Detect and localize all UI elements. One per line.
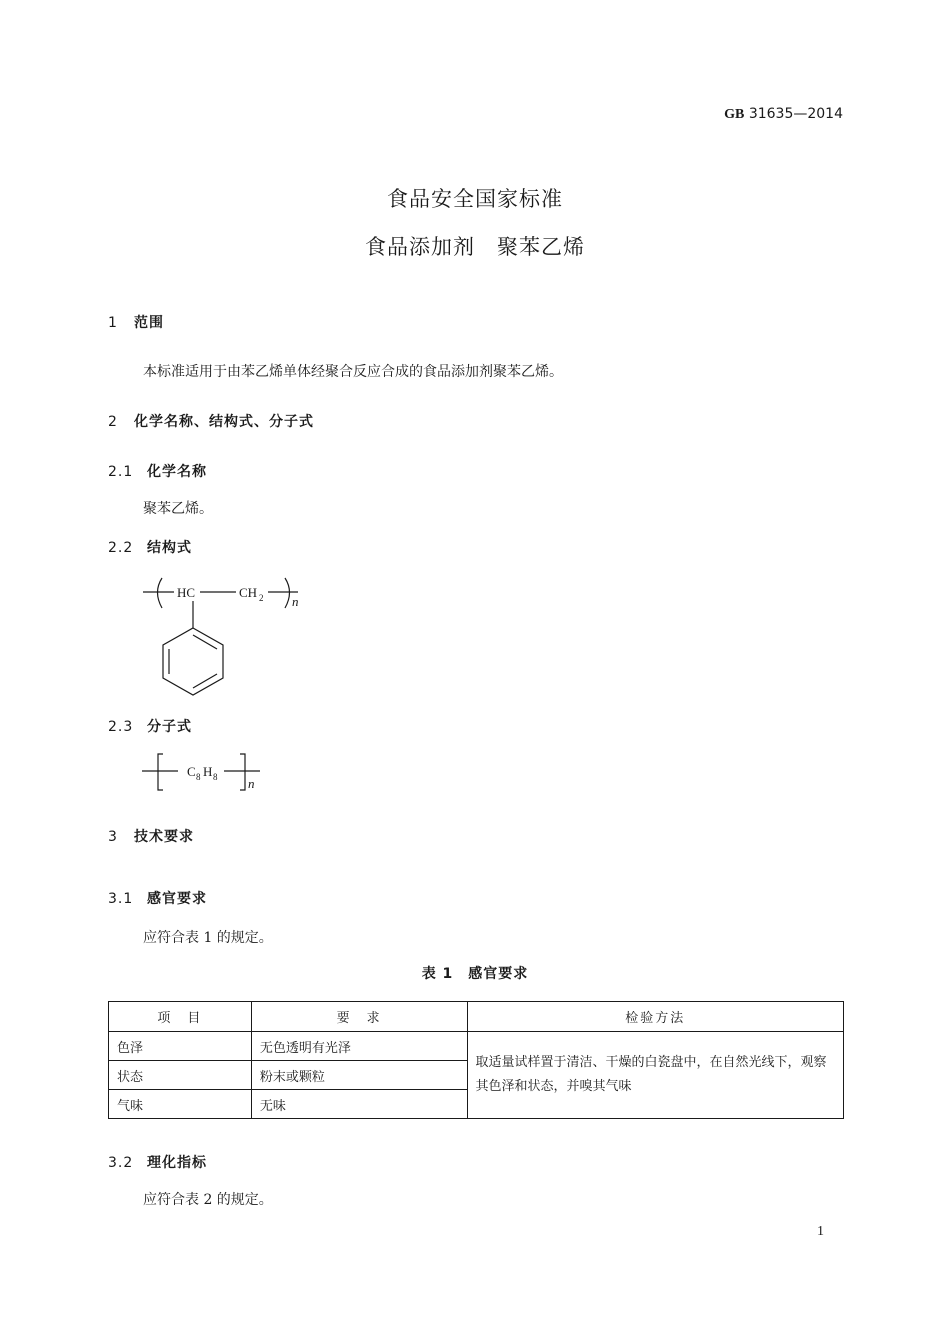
- right-bracket: [240, 754, 245, 790]
- carbon-label: C: [187, 764, 196, 779]
- table-1-caption: 表 1 感官要求: [421, 966, 529, 982]
- section-3-2-heading: [108, 1152, 207, 1172]
- section-title: 结构式: [147, 540, 192, 556]
- hydrogen-subscript: 8: [213, 772, 218, 782]
- benzene-ring: [163, 628, 223, 695]
- standard-code: [724, 106, 843, 123]
- section-2-heading: [108, 411, 314, 431]
- ch-subscript: 2: [259, 593, 264, 603]
- section-number: 3.2: [108, 1155, 134, 1171]
- document-title-line1: 食品安全国家标准: [387, 187, 563, 211]
- section-title: 感官要求: [147, 891, 207, 907]
- section-3-2-body: 应符合表 2 的规定。: [143, 1192, 273, 1208]
- left-bracket: [158, 578, 163, 608]
- column-header: 检验方法: [467, 1002, 843, 1032]
- n-subscript: n: [292, 594, 299, 609]
- section-2-1-body: 聚苯乙烯。: [143, 501, 213, 517]
- section-number: 2.1: [108, 464, 134, 480]
- section-number: 2.3: [108, 719, 134, 735]
- item-cell: 色泽: [109, 1032, 252, 1061]
- section-3-1-body: 应符合表 1 的规定。: [143, 930, 273, 946]
- section-2-2-heading: [108, 537, 192, 557]
- section-title: 分子式: [147, 719, 192, 735]
- table-header-row: [109, 1002, 844, 1032]
- section-3-heading: [108, 826, 194, 846]
- section-2-1-heading: [108, 461, 207, 481]
- section-number: 3: [108, 829, 118, 845]
- section-1-heading: [108, 312, 164, 332]
- item-cell: 气味: [109, 1090, 252, 1119]
- table-row: [109, 1032, 844, 1061]
- test-method-cell: 取适量试样置于清洁、干燥的白瓷盘中，在自然光线下，观察其色泽和状态，并嗅其气味: [467, 1032, 843, 1119]
- section-number: 2: [108, 414, 118, 430]
- section-1-body: 本标准适用于由苯乙烯单体经聚合反应合成的食品添加剂聚苯乙烯。: [143, 364, 563, 380]
- section-title: 化学名称、结构式、分子式: [134, 414, 314, 430]
- section-title: 技术要求: [134, 829, 194, 845]
- document-title-line2: 食品添加剂 聚苯乙烯: [365, 235, 585, 259]
- double-bond: [193, 674, 217, 688]
- section-2-3-heading: [108, 716, 192, 736]
- section-title: 化学名称: [147, 464, 207, 480]
- sensory-requirements-table: [108, 1001, 844, 1119]
- page-number: 1: [817, 1224, 824, 1239]
- requirement-cell: 无色透明有光泽: [251, 1032, 467, 1061]
- structural-formula: [140, 570, 320, 700]
- molecular-formula: [140, 750, 270, 795]
- left-bracket: [158, 754, 163, 790]
- ch-label: CH: [239, 585, 258, 600]
- requirement-cell: 无味: [251, 1090, 467, 1119]
- section-number: 3.1: [108, 891, 134, 907]
- column-header: 要 求: [251, 1002, 467, 1032]
- double-bond: [193, 635, 217, 649]
- item-cell: 状态: [109, 1061, 252, 1090]
- column-header: 项 目: [109, 1002, 252, 1032]
- standard-prefix: GB: [724, 107, 745, 122]
- requirement-cell: 粉末或颗粒: [251, 1061, 467, 1090]
- right-bracket: [285, 578, 290, 608]
- section-title: 理化指标: [147, 1155, 207, 1171]
- standard-number: 31635—2014: [748, 106, 843, 122]
- section-title: 范围: [134, 315, 164, 331]
- hc-label: HC: [177, 585, 196, 600]
- section-number: 1: [108, 315, 118, 331]
- n-subscript: n: [248, 776, 255, 791]
- section-3-1-heading: [108, 888, 207, 908]
- section-number: 2.2: [108, 540, 134, 556]
- hydrogen-label: H: [203, 764, 213, 779]
- carbon-subscript: 8: [196, 772, 201, 782]
